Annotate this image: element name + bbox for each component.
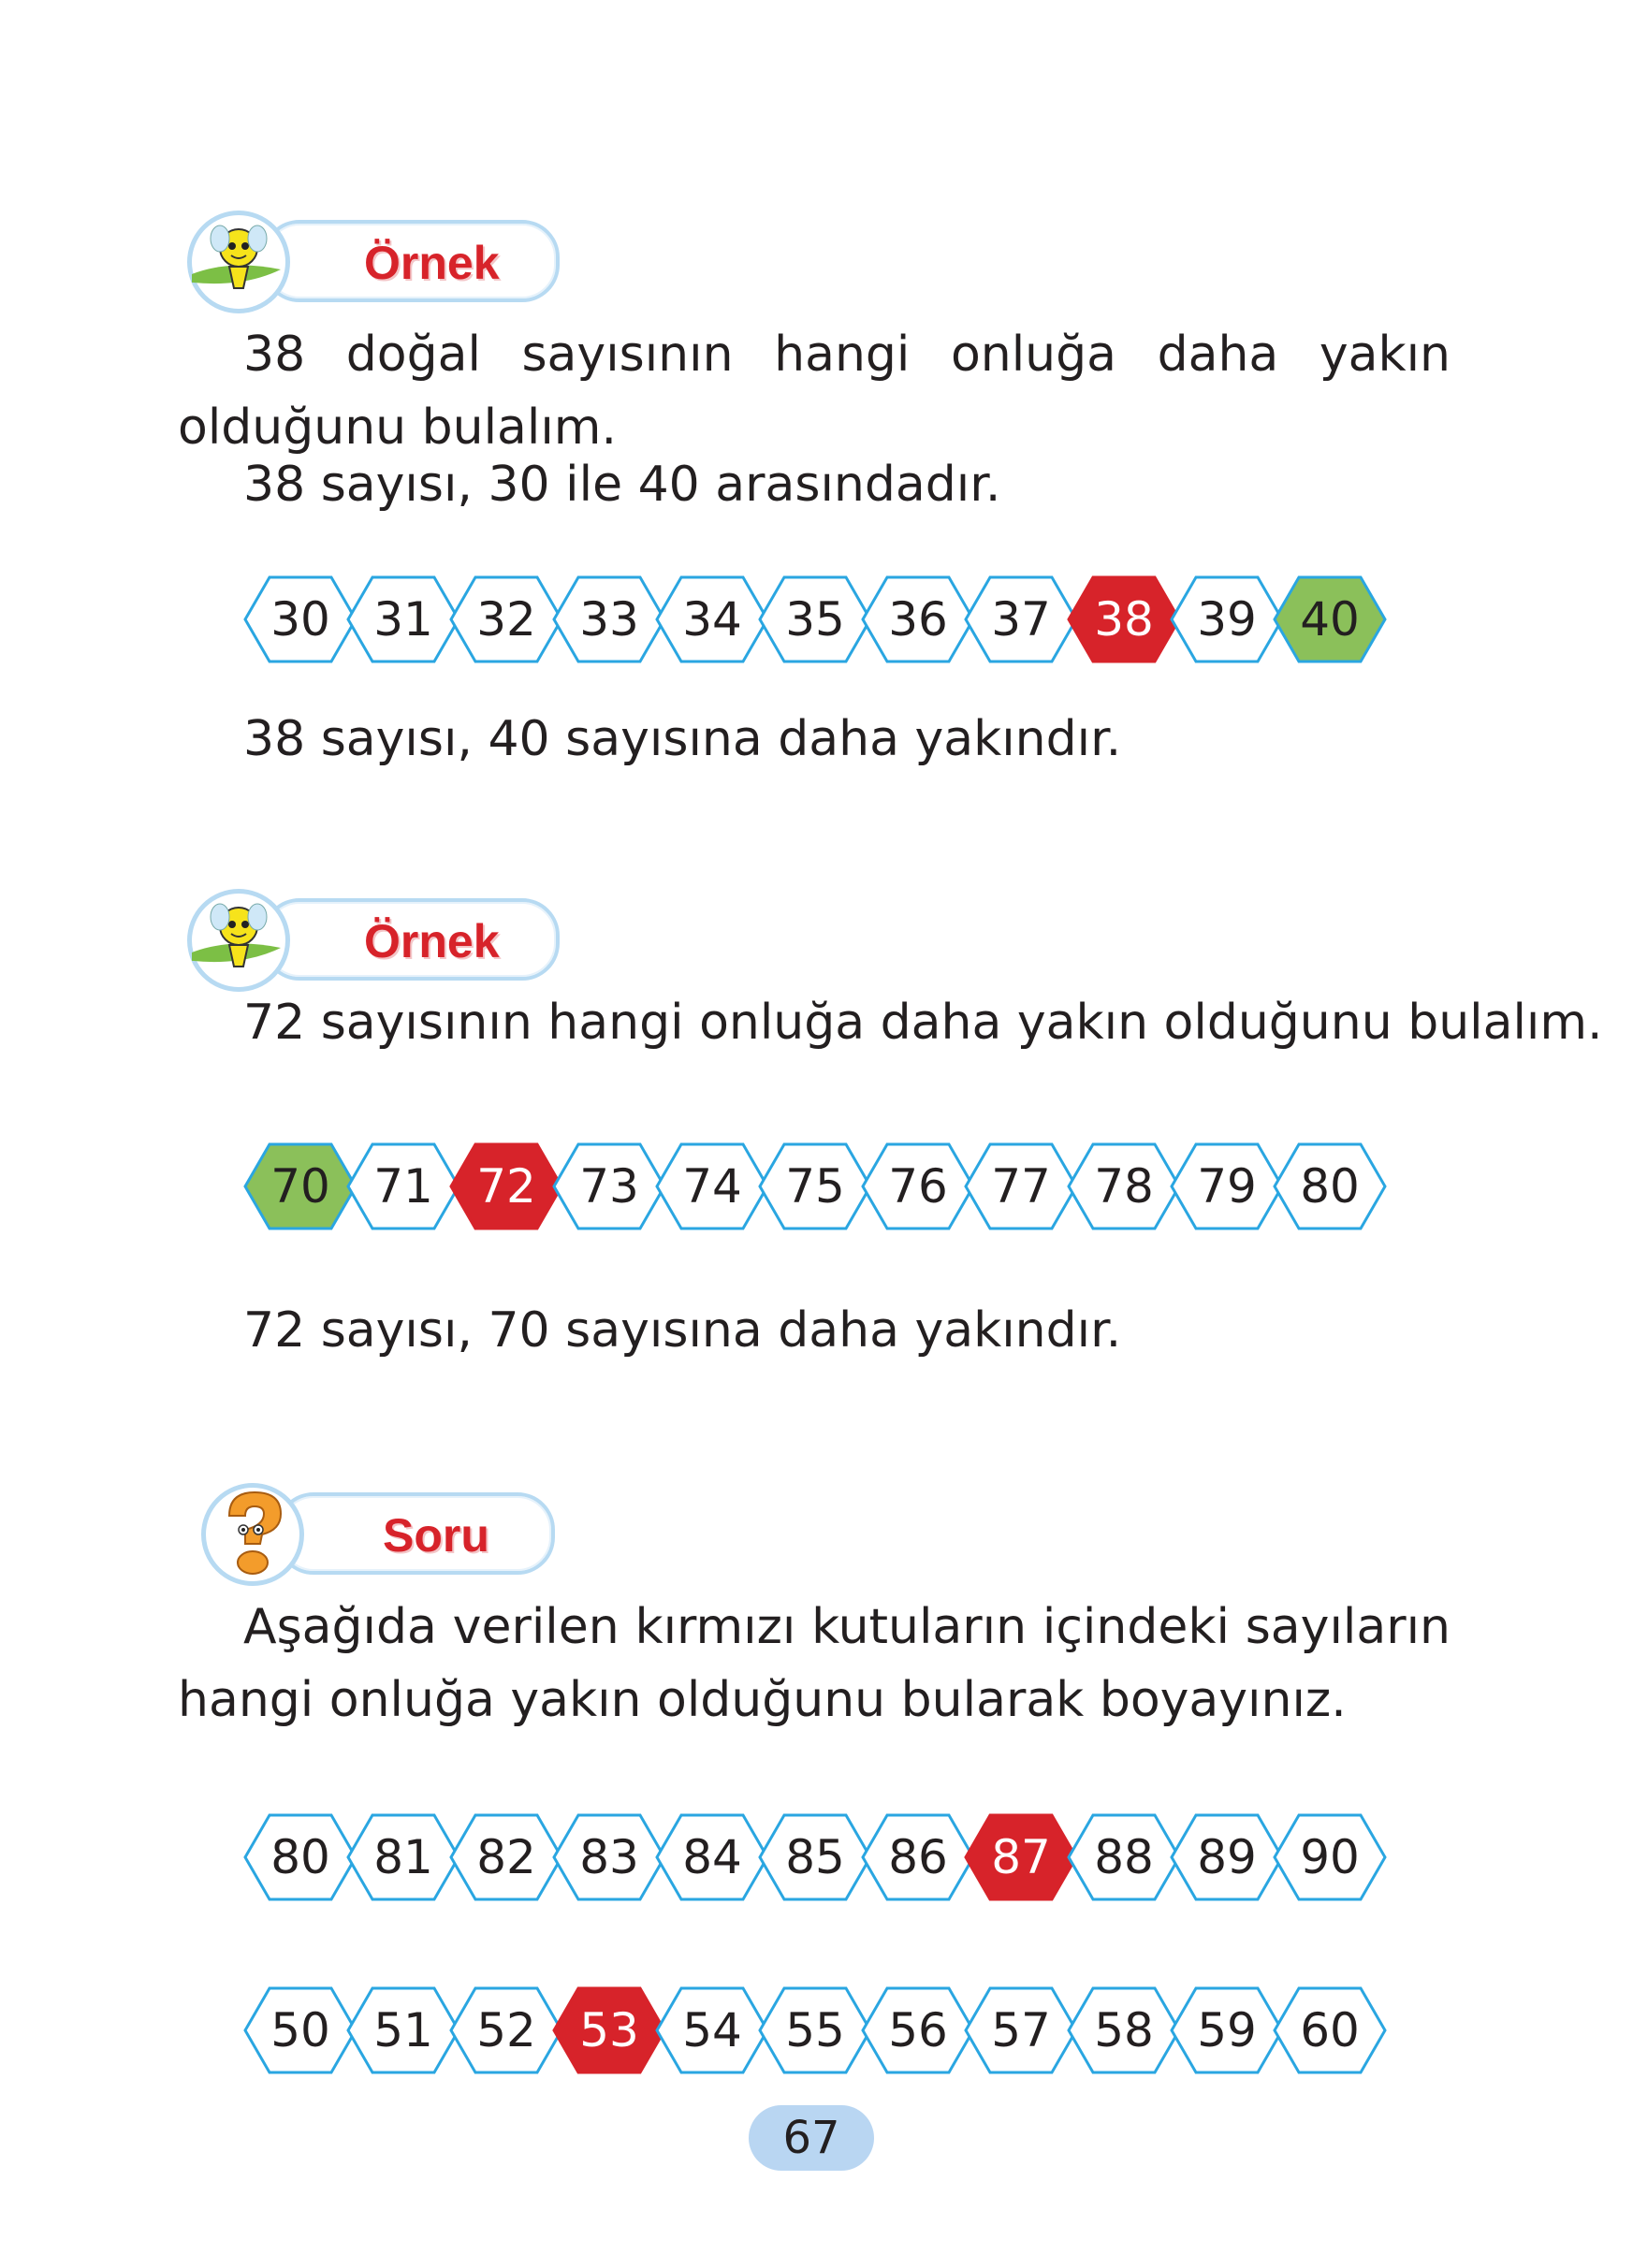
badge-label: Örnek bbox=[364, 915, 500, 967]
hex-cell bbox=[243, 1812, 357, 1902]
hex-number: 37 bbox=[991, 592, 1051, 647]
hex-cell bbox=[964, 574, 1078, 664]
hex-number: 72 bbox=[476, 1159, 536, 1214]
hex-cell bbox=[758, 1141, 872, 1231]
example2-conclusion: 72 sayısı, 70 sayısına daha yakındır. bbox=[243, 1302, 1122, 1359]
hex-number: 60 bbox=[1300, 2003, 1360, 2057]
badge-pill bbox=[262, 220, 560, 302]
hex-number: 80 bbox=[1300, 1159, 1360, 1214]
number-row-example2 bbox=[243, 1141, 1385, 1231]
hex-cell bbox=[552, 1141, 666, 1231]
hex-number: 58 bbox=[1094, 2003, 1154, 2057]
number-row-question1 bbox=[243, 1812, 1385, 1902]
hex-cell bbox=[964, 1141, 1078, 1231]
hex-cell bbox=[1170, 1141, 1284, 1231]
hex-number: 32 bbox=[476, 592, 536, 647]
hex-number: 74 bbox=[682, 1159, 742, 1214]
hex-number: 38 bbox=[1094, 592, 1154, 647]
hex-number: 83 bbox=[579, 1830, 639, 1884]
hex-cell bbox=[1273, 1141, 1387, 1231]
hex-cell-red bbox=[964, 1812, 1078, 1902]
hex-number: 80 bbox=[270, 1830, 330, 1884]
hex-number: 71 bbox=[373, 1159, 433, 1214]
hex-cell bbox=[1067, 1141, 1181, 1231]
hex-number: 73 bbox=[579, 1159, 639, 1214]
hex-cell bbox=[552, 1812, 666, 1902]
hex-cell bbox=[655, 574, 769, 664]
hex-number: 77 bbox=[991, 1159, 1051, 1214]
hex-number: 70 bbox=[270, 1159, 330, 1214]
bee-mascot-icon bbox=[187, 889, 290, 992]
hex-cell bbox=[964, 1985, 1078, 2075]
hex-cell bbox=[346, 1985, 460, 2075]
hex-number: 50 bbox=[270, 2003, 330, 2057]
hex-cell bbox=[243, 574, 357, 664]
hex-number: 35 bbox=[785, 592, 845, 647]
hex-cell bbox=[1170, 574, 1284, 664]
hex-cell bbox=[1273, 1812, 1387, 1902]
number-row-example1 bbox=[243, 574, 1385, 664]
hex-cell-red bbox=[1067, 574, 1181, 664]
question-badge bbox=[192, 1483, 585, 1573]
hex-number: 57 bbox=[991, 2003, 1051, 2057]
hex-cell-green bbox=[243, 1141, 357, 1231]
hex-cell bbox=[552, 574, 666, 664]
badge-pill bbox=[276, 1492, 555, 1575]
page-number: 67 bbox=[749, 2105, 874, 2171]
hex-cell bbox=[861, 574, 975, 664]
hex-number: 34 bbox=[682, 592, 742, 647]
hex-number: 88 bbox=[1094, 1830, 1154, 1884]
hex-cell bbox=[1170, 1985, 1284, 2075]
hex-cell bbox=[655, 1985, 769, 2075]
hex-number: 54 bbox=[682, 2003, 742, 2057]
hex-cell bbox=[1273, 1985, 1387, 2075]
hex-number: 40 bbox=[1300, 592, 1360, 647]
example1-line2: 38 sayısı, 30 ile 40 arasındadır. bbox=[243, 457, 1001, 513]
hex-cell bbox=[861, 1812, 975, 1902]
hex-cell bbox=[243, 1985, 357, 2075]
question-mark-mascot-icon bbox=[201, 1483, 304, 1586]
hex-number: 52 bbox=[476, 2003, 536, 2057]
hex-cell bbox=[861, 1141, 975, 1231]
hex-cell bbox=[346, 1141, 460, 1231]
hex-number: 82 bbox=[476, 1830, 536, 1884]
hex-cell bbox=[655, 1141, 769, 1231]
hex-number: 79 bbox=[1197, 1159, 1257, 1214]
hex-number: 86 bbox=[888, 1830, 948, 1884]
badge-label: Örnek bbox=[364, 237, 500, 289]
hex-cell bbox=[758, 574, 872, 664]
hex-number: 51 bbox=[373, 2003, 433, 2057]
hex-cell-green bbox=[1273, 574, 1387, 664]
hex-number: 78 bbox=[1094, 1159, 1154, 1214]
example-badge-1 bbox=[178, 211, 571, 300]
hex-cell bbox=[449, 1985, 563, 2075]
hex-cell bbox=[449, 1812, 563, 1902]
hex-cell bbox=[655, 1812, 769, 1902]
question-paragraph: Aşağıda verilen kırmızı kutuların içindeki sayıların hangi onluğa yakın olduğunu bularak boyayınız. bbox=[178, 1599, 1451, 1728]
hex-number: 85 bbox=[785, 1830, 845, 1884]
example2-paragraph: 72 sayısının hangi onluğa daha yakın olduğunu bulalım. bbox=[243, 995, 1603, 1051]
hex-cell bbox=[758, 1812, 872, 1902]
hex-number: 33 bbox=[579, 592, 639, 647]
hex-number: 53 bbox=[579, 2003, 639, 2057]
hex-cell bbox=[346, 1812, 460, 1902]
hex-number: 89 bbox=[1197, 1830, 1257, 1884]
hex-number: 30 bbox=[270, 592, 330, 647]
number-row-question2 bbox=[243, 1985, 1385, 2075]
bee-mascot-icon bbox=[187, 211, 290, 313]
hex-number: 87 bbox=[991, 1830, 1051, 1884]
hex-number: 59 bbox=[1197, 2003, 1257, 2057]
hex-number: 75 bbox=[785, 1159, 845, 1214]
hex-number: 55 bbox=[785, 2003, 845, 2057]
hex-number: 36 bbox=[888, 592, 948, 647]
hex-cell-red bbox=[449, 1141, 563, 1231]
hex-cell bbox=[1067, 1985, 1181, 2075]
hex-number: 56 bbox=[888, 2003, 948, 2057]
example1-paragraph: 38 doğal sayısının hangi onluğa daha yakın olduğunu bulalım. bbox=[178, 327, 1451, 456]
hex-number: 84 bbox=[682, 1830, 742, 1884]
hex-number: 76 bbox=[888, 1159, 948, 1214]
hex-number: 90 bbox=[1300, 1830, 1360, 1884]
hex-cell bbox=[1170, 1812, 1284, 1902]
hex-cell bbox=[346, 574, 460, 664]
example1-conclusion: 38 sayısı, 40 sayısına daha yakındır. bbox=[243, 711, 1122, 767]
badge-pill bbox=[262, 898, 560, 981]
badge-label: Soru bbox=[383, 1509, 489, 1562]
hex-number: 39 bbox=[1197, 592, 1257, 647]
hex-cell bbox=[861, 1985, 975, 2075]
hex-number: 81 bbox=[373, 1830, 433, 1884]
hex-cell bbox=[1067, 1812, 1181, 1902]
hex-cell bbox=[449, 574, 563, 664]
example-badge-2 bbox=[178, 889, 571, 979]
hex-cell-red bbox=[552, 1985, 666, 2075]
hex-number: 31 bbox=[373, 592, 433, 647]
hex-cell bbox=[758, 1985, 872, 2075]
